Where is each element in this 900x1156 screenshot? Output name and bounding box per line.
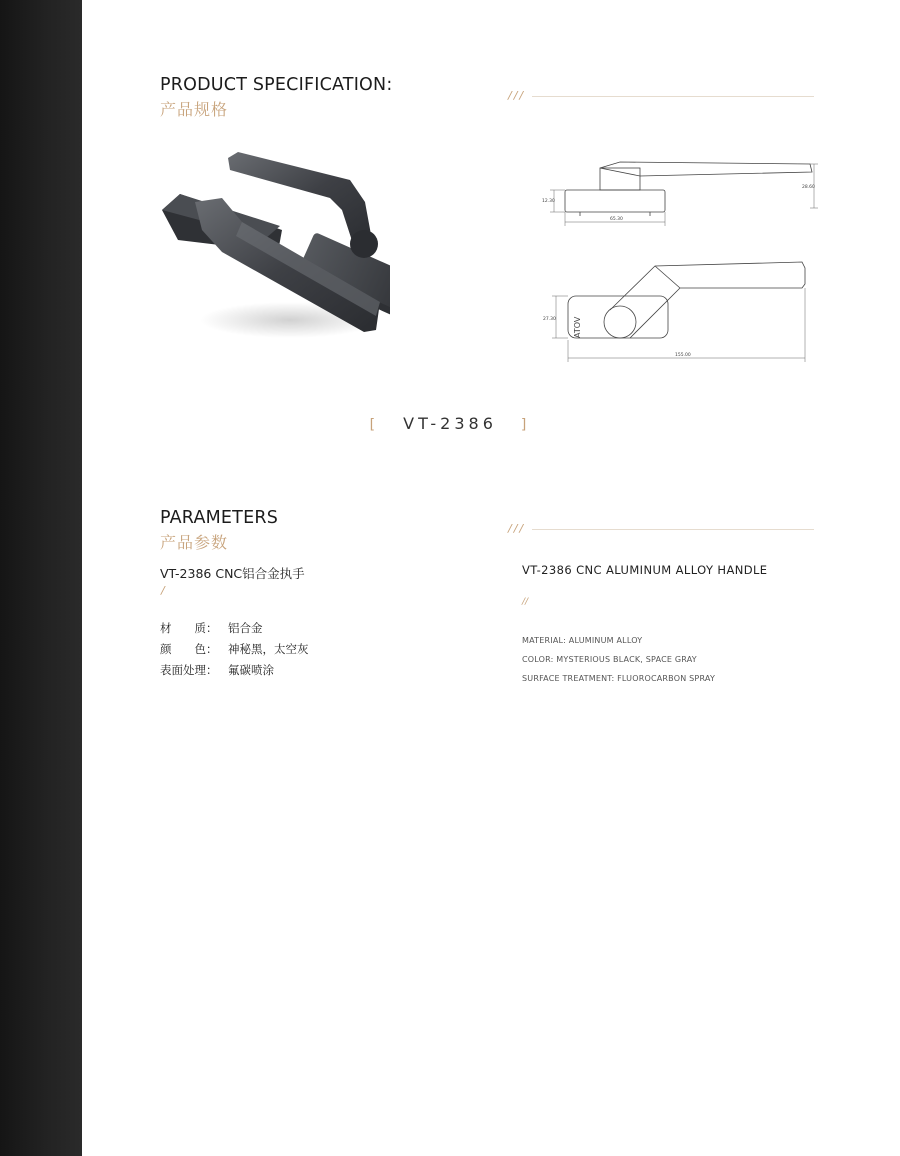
model-code: VT-2386 [403,414,497,433]
params-slashes: /// [508,522,526,535]
param-value: 神秘黑，太空灰 [228,642,309,656]
params-divider [532,529,814,530]
dim-width: 65.30 [610,217,623,222]
param-value: 氟碳喷涂 [228,663,274,677]
model-code-tag [0,414,900,433]
dim-height: 12.30 [542,199,555,204]
left-dark-bar [0,0,82,1156]
dim-base-height: 27.30 [543,317,556,322]
param-label: 材 质： [160,621,218,635]
params-title-en: PARAMETERS [160,508,278,528]
param-label: 表面处理： [160,663,218,677]
param-row-color-en: COLOR: MYSTERIOUS BLACK, SPACE GRAY [522,655,697,664]
product-name-en: VT-2386 CNC ALUMINUM ALLOY HANDLE [522,563,768,577]
dim-total-height: 28.60 [802,185,815,190]
param-row-surface-cn [160,662,274,678]
param-label: 颜 色： [160,642,218,656]
product-photo [150,140,390,360]
technical-drawing-side [540,150,830,240]
dim-length: 155.00 [675,353,691,358]
slash-cn: / [161,584,165,597]
bracket-open: [ [369,417,380,433]
slash-en: // [522,597,529,607]
param-row-color-cn [160,641,309,657]
spec-slashes: /// [508,89,526,102]
param-row-surface-en: SURFACE TREATMENT: FLUOROCARBON SPRAY [522,674,716,683]
technical-drawing-top [540,248,830,368]
drawing-brand: ATOV [573,316,582,338]
spec-title-en: PRODUCT SPECIFICATION: [160,75,393,95]
bracket-close: ] [520,417,531,433]
param-row-material-en: MATERIAL: ALUMINUM ALLOY [522,636,643,645]
product-name-cn: VT-2386 CNC铝合金执手 [160,566,305,581]
params-title-cn: 产品参数 [160,533,229,552]
spec-divider [532,96,814,97]
param-row-material-cn [160,620,263,636]
param-value: 铝合金 [228,621,263,635]
spec-title-cn: 产品规格 [160,100,229,119]
